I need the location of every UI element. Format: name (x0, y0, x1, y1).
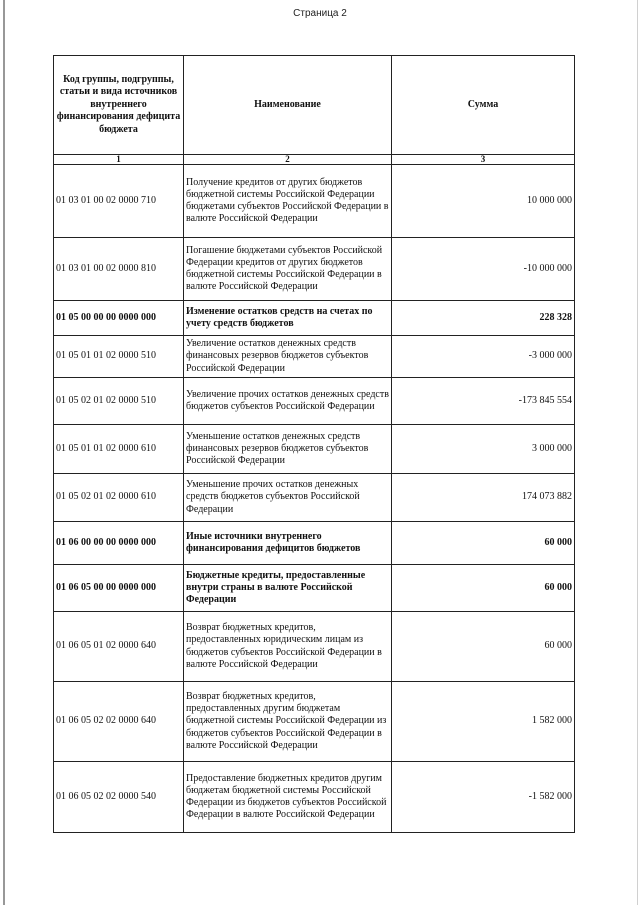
row-name-cell: Уменьшение прочих остатков денежных средств бюджетов субъектов Российской Федерации (184, 474, 392, 522)
row-sum-cell: -1 582 000 (392, 762, 575, 833)
row-sum-cell: 60 000 (392, 522, 575, 565)
row-name-cell: Бюджетные кредиты, предоставленные внутри страны в валюте Российской Федерации (184, 565, 392, 612)
row-name-cell: Иные источники внутреннего финансирования дефицитов бюджетов (184, 522, 392, 565)
table-row (54, 238, 575, 301)
table-row (54, 474, 575, 522)
table-row (54, 425, 575, 474)
column-number-1: 1 (54, 155, 184, 165)
row-code-cell: 01 06 00 00 00 0000 000 (54, 522, 184, 565)
table-row (54, 762, 575, 833)
row-code-cell: 01 05 01 01 02 0000 610 (54, 425, 184, 474)
row-code-cell: 01 05 02 01 02 0000 510 (54, 378, 184, 425)
row-sum-cell: 3 000 000 (392, 425, 575, 474)
row-code-cell: 01 06 05 01 02 0000 640 (54, 612, 184, 682)
row-code-cell: 01 03 01 00 02 0000 710 (54, 165, 184, 238)
budget-sources-table (53, 55, 575, 833)
row-name-cell: Увеличение прочих остатков денежных средств бюджетов субъектов Российской Федерации (184, 378, 392, 425)
table-row (54, 682, 575, 762)
table-row (54, 336, 575, 378)
row-sum-cell: 60 000 (392, 612, 575, 682)
row-sum-cell: 228 328 (392, 301, 575, 336)
row-name-cell: Погашение бюджетами субъектов Российской Федерации кредитов от других бюджетов бюджетной системы Российской Федерации в валюте Российской Федерации (184, 238, 392, 301)
column-header-sum: Сумма (392, 56, 575, 155)
row-sum-cell: 10 000 000 (392, 165, 575, 238)
row-sum-cell: 60 000 (392, 565, 575, 612)
page-number-label: Страница 2 (293, 8, 347, 19)
row-name-cell: Возврат бюджетных кредитов, предоставленных другим бюджетам бюджетной системы Российской Федерации из бюджетов субъектов Российской Федерации в валюте Российской Федерации (184, 682, 392, 762)
table-row (54, 565, 575, 612)
table-header-row (54, 56, 575, 155)
row-code-cell: 01 05 02 01 02 0000 610 (54, 474, 184, 522)
row-sum-cell: -173 845 554 (392, 378, 575, 425)
table-row (54, 165, 575, 238)
table-row (54, 522, 575, 565)
row-name-cell: Изменение остатков средств на счетах по учету средств бюджетов (184, 301, 392, 336)
column-header-name: Наименование (184, 56, 392, 155)
row-name-cell: Возврат бюджетных кредитов, предоставленных юридическим лицам из бюджетов субъектов Российской Федерации в валюте Российской Федерации (184, 612, 392, 682)
row-code-cell: 01 05 00 00 00 0000 000 (54, 301, 184, 336)
row-name-cell: Увеличение остатков денежных средств финансовых резервов бюджетов субъектов Российской Федерации (184, 336, 392, 378)
column-number-2: 2 (184, 155, 392, 165)
row-code-cell: 01 03 01 00 02 0000 810 (54, 238, 184, 301)
column-header-code: Код группы, подгруппы, статьи и вида источников внутреннего финансирования дефицита бюджета (54, 56, 184, 155)
row-name-cell: Получение кредитов от других бюджетов бюджетной системы Российской Федерации бюджетами субъектов Российской Федерации в валюте Российской Федерации (184, 165, 392, 238)
column-number-row (54, 155, 575, 165)
table-body (54, 165, 575, 833)
row-code-cell: 01 06 05 00 00 0000 000 (54, 565, 184, 612)
table-row (54, 378, 575, 425)
row-code-cell: 01 05 01 01 02 0000 510 (54, 336, 184, 378)
row-code-cell: 01 06 05 02 02 0000 640 (54, 682, 184, 762)
scan-edge-left (3, 0, 5, 905)
table-row (54, 612, 575, 682)
table-row (54, 301, 575, 336)
row-name-cell: Предоставление бюджетных кредитов другим бюджетам бюджетной системы Российской Федерации из бюджетов субъектов Российской Федерации в валюте Российской Федерации (184, 762, 392, 833)
row-name-cell: Уменьшение остатков денежных средств финансовых резервов бюджетов субъектов Российской Федерации (184, 425, 392, 474)
row-sum-cell: -3 000 000 (392, 336, 575, 378)
row-code-cell: 01 06 05 02 02 0000 540 (54, 762, 184, 833)
row-sum-cell: -10 000 000 (392, 238, 575, 301)
column-number-3: 3 (392, 155, 575, 165)
row-sum-cell: 1 582 000 (392, 682, 575, 762)
row-sum-cell: 174 073 882 (392, 474, 575, 522)
scan-edge-right (637, 0, 638, 905)
